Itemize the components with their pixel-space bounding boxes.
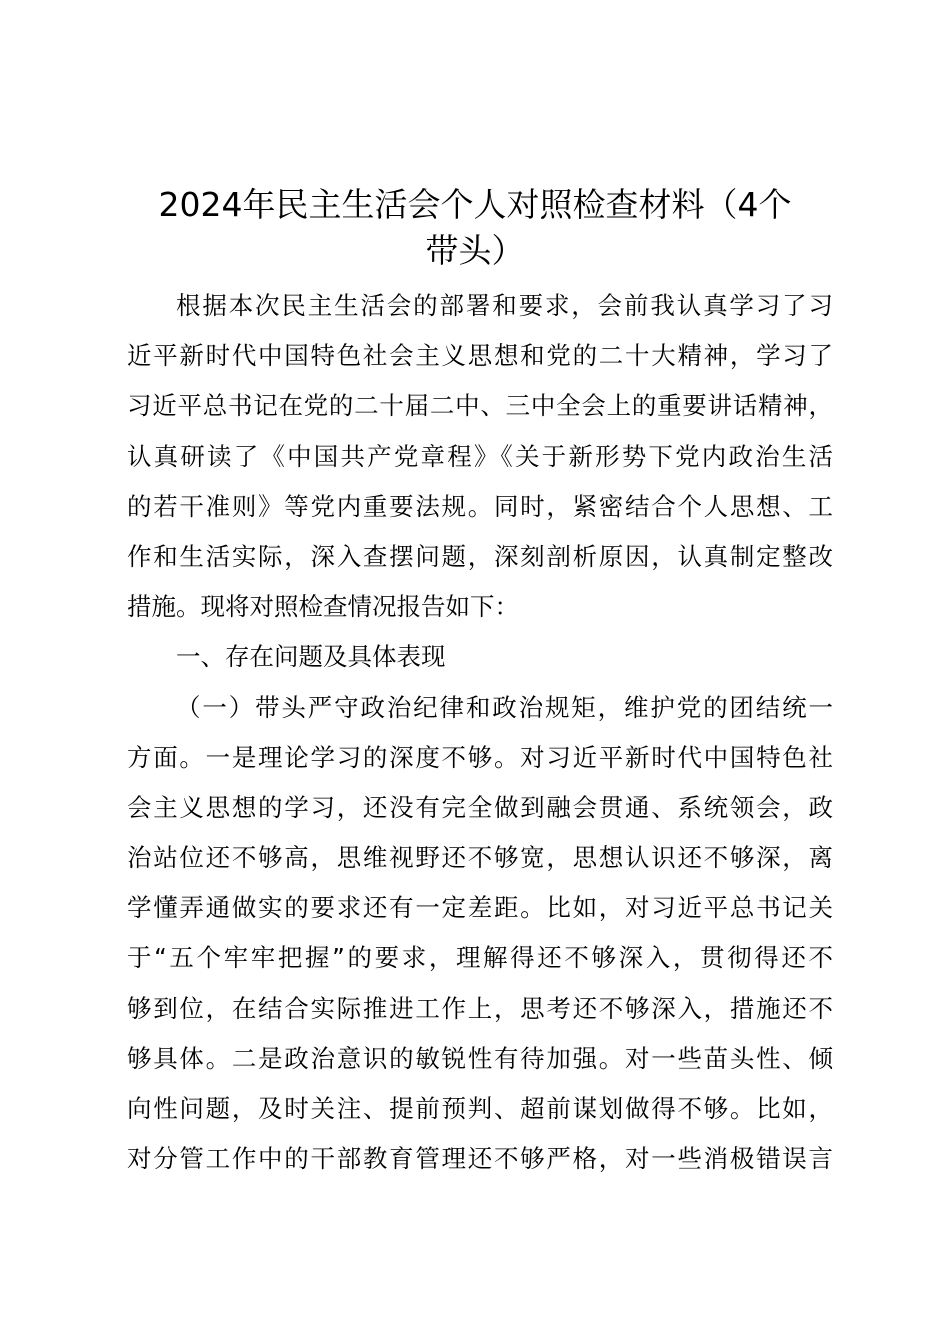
paragraph-intro-line: 措施。现将对照检查情况报告如下： (127, 592, 519, 622)
section-heading-1: 一、存在问题及具体表现 (176, 642, 446, 672)
paragraph-section-line: 够到位，在结合实际推进工作上，思考还不够深入，措施还不 (127, 993, 833, 1023)
paragraph-intro-line: 的若干准则》等党内重要法规。同时，紧密结合个人思想、工 (127, 491, 833, 521)
paragraph-section-line: 对分管工作中的干部教育管理还不够严格，对一些消极错误言 (127, 1144, 833, 1174)
paragraph-intro-line: 根据本次民主生活会的部署和要求，会前我认真学习了习 (176, 291, 833, 320)
document-title (120, 182, 830, 274)
paragraph-section-line: 会主义思想的学习，还没有完全做到融会贯通、系统领会，政 (127, 792, 833, 822)
paragraph-intro-line: 作和生活实际，深入查摆问题，深刻剖析原因，认真制定整改 (127, 541, 833, 571)
title-line-1: 2024年民主生活会个人对照检查材料（4个 (158, 185, 792, 224)
paragraph-section-line: 方面。一是理论学习的深度不够。对习近平新时代中国特色社 (127, 742, 833, 772)
paragraph-intro-line: 近平新时代中国特色社会主义思想和党的二十大精神，学习了 (127, 341, 833, 371)
paragraph-section-line: 学懂弄通做实的要求还有一定差距。比如，对习近平总书记关 (127, 893, 833, 923)
title-line-2: 带头） (425, 231, 525, 270)
subsection-heading-1: （一）带头严守政治纪律和政治规矩，维护党的团结统一 (176, 692, 833, 722)
paragraph-section-line: 于“五个牢牢把握”的要求，理解得还不够深入，贯彻得还不 (127, 943, 833, 973)
paragraph-intro-line: 认真研读了《中国共产党章程》《关于新形势下党内政治生活 (127, 441, 833, 471)
document-body (127, 284, 833, 1187)
paragraph-section-line: 治站位还不够高，思维视野还不够宽，思想认识还不够深，离 (127, 843, 833, 873)
paragraph-section-line: 够具体。二是政治意识的敏锐性有待加强。对一些苗头性、倾 (127, 1043, 833, 1073)
paragraph-section-line: 向性问题，及时关注、提前预判、超前谋划做得不够。比如， (127, 1094, 833, 1123)
paragraph-intro-line: 习近平总书记在党的二十届二中、三中全会上的重要讲话精神， (127, 391, 833, 421)
